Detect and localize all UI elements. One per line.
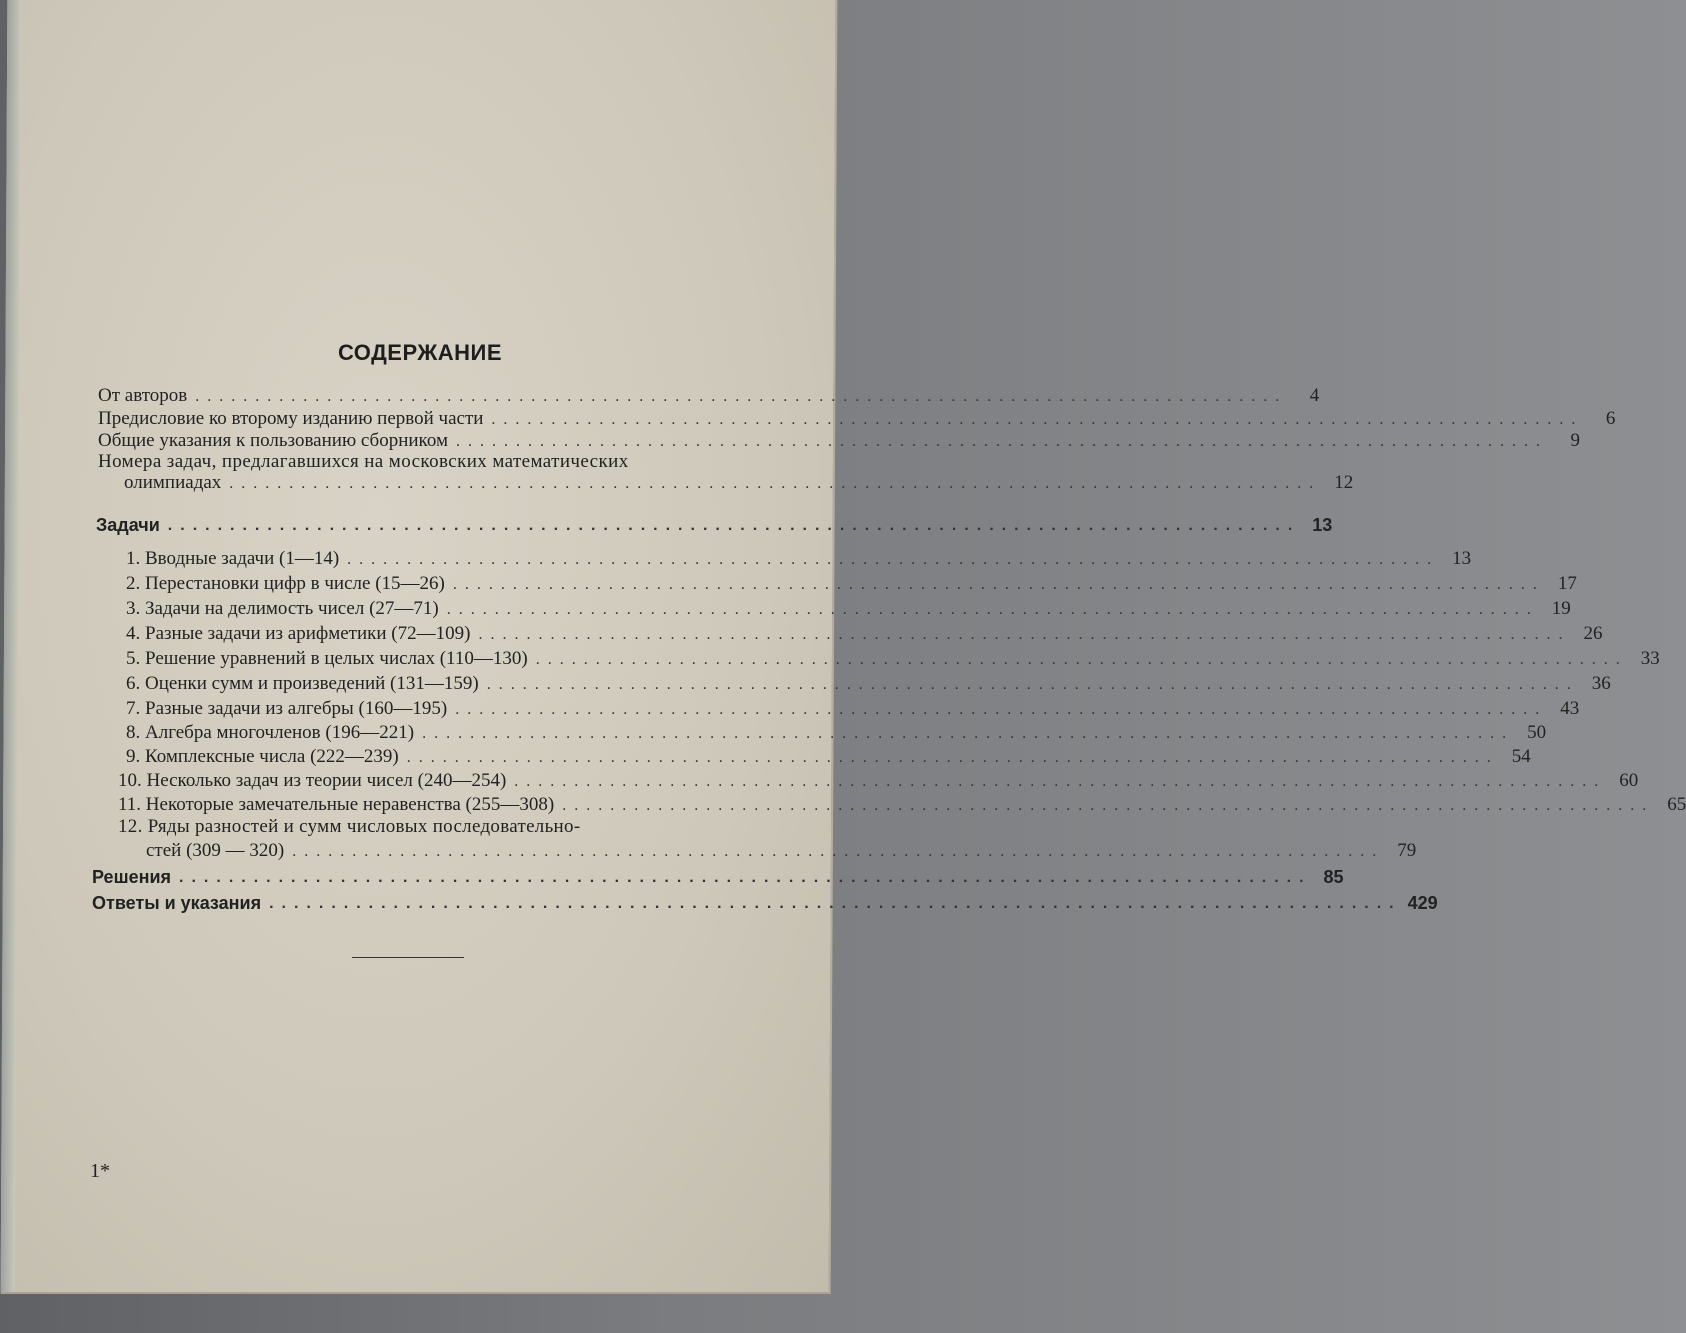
toc-chapter-page: 19 <box>1551 598 1571 619</box>
toc-section-problems[interactable] <box>96 514 1333 536</box>
signature-mark: 1* <box>90 1160 110 1182</box>
toc-section-label: Ответы и указания <box>92 893 262 913</box>
toc-chapter[interactable] <box>126 648 1660 670</box>
toc-entry[interactable] <box>98 408 1616 430</box>
toc-section-solutions[interactable] <box>92 866 1344 888</box>
toc-chapter-label: 2. Перестановки цифр в числе (15—26) <box>126 573 445 594</box>
toc-entry-label-line1: Номера задач, предлагавшихся на московских математических <box>98 451 629 472</box>
toc-chapter[interactable] <box>126 598 1571 620</box>
toc-chapter[interactable] <box>126 746 1531 768</box>
toc-entry-label: Предисловие ко второму изданию первой части <box>98 408 484 429</box>
toc-section-label: Решения <box>92 867 172 887</box>
toc-chapter-label: 11. Некоторые замечательные неравенства (255—308) <box>118 794 555 815</box>
toc-chapter[interactable] <box>126 722 1547 744</box>
leader-dots: ........................................................................................... <box>167 517 1301 534</box>
toc-entry-page: 6 <box>1605 408 1616 429</box>
toc-entry-page: 12 <box>1334 472 1354 493</box>
leader-dots: ........................................................................................... <box>486 676 1579 693</box>
leader-dots: ........................................................................................... <box>292 843 1385 860</box>
leader-dots: ........................................................................................... <box>452 576 1545 593</box>
toc-chapter-page: 54 <box>1511 746 1531 767</box>
leader-dots: ........................................................................................... <box>455 433 1548 450</box>
toc-chapter-page: 79 <box>1397 840 1417 861</box>
toc-entry-page: 9 <box>1570 430 1580 451</box>
toc-section-page: 85 <box>1323 867 1344 887</box>
leader-dots: ........................................................................................... <box>478 626 1571 643</box>
toc-entry-label: От авторов <box>98 385 188 406</box>
page-title: СОДЕРЖАНИЕ <box>337 340 503 365</box>
toc-chapter-page: 26 <box>1583 623 1603 644</box>
toc-section-label: Задачи <box>96 515 160 535</box>
leader-dots: ........................................................................................... <box>179 869 1312 886</box>
toc-section-answers[interactable] <box>92 892 1438 914</box>
toc-chapter-label: 5. Решение уравнений в целых числах (110—130) <box>126 648 528 669</box>
toc-entry[interactable] <box>124 472 1354 494</box>
toc-entry[interactable] <box>98 430 1580 452</box>
toc-chapter-page: 60 <box>1619 770 1639 791</box>
leader-dots: ........................................................................................... <box>269 895 1402 912</box>
leader-dots: ........................................................................................... <box>195 388 1288 405</box>
toc-chapter[interactable] <box>118 794 1686 816</box>
toc-chapter[interactable] <box>146 840 1417 862</box>
toc-chapter[interactable] <box>126 698 1580 720</box>
toc-chapter-label: 3. Задачи на делимость чисел (27—71) <box>126 598 439 619</box>
leader-dots: ........................................................................................... <box>347 551 1440 568</box>
leader-dots: ........................................................................................... <box>562 797 1655 814</box>
toc-chapter-label: 1. Вводные задачи (1—14) <box>126 548 340 569</box>
toc-chapter-label: 6. Оценки сумм и произведений (131—159) <box>126 673 479 694</box>
toc-chapter-label: 8. Алгебра многочленов (196—221) <box>126 722 415 743</box>
toc-chapter-page: 13 <box>1452 548 1472 569</box>
toc-chapter-page: 50 <box>1527 722 1547 743</box>
toc-section-page: 429 <box>1407 893 1438 913</box>
toc-chapter-label-line1: 12. Ряды разностей и сумм числовых последовательно- <box>118 816 581 837</box>
toc-chapter-page: 17 <box>1557 573 1577 594</box>
toc-chapter-page: 65 <box>1667 794 1686 815</box>
toc-chapter-label: 9. Комплексные числа (222—239) <box>126 746 399 767</box>
toc-chapter-page: 33 <box>1640 648 1660 669</box>
toc-entry-label: Общие указания к пользованию сборником <box>98 430 448 451</box>
toc-chapter-label: стей (309 — 320) <box>146 840 285 861</box>
toc-chapter[interactable] <box>126 673 1611 695</box>
leader-dots: ........................................................................................... <box>514 773 1607 790</box>
toc-entry-label: олимпиадах <box>124 472 222 493</box>
toc-section-page: 13 <box>1312 515 1333 535</box>
leader-dots: ........................................................................................... <box>455 701 1548 718</box>
end-rule-divider <box>352 957 464 958</box>
leader-dots: ........................................................................................... <box>491 411 1584 428</box>
toc-chapter-label: 10. Несколько задач из теории чисел (240—254) <box>118 770 507 791</box>
toc-chapter-label: 7. Разные задачи из алгебры (160—195) <box>126 698 448 719</box>
leader-dots: ........................................................................................... <box>422 725 1515 742</box>
toc-entry[interactable] <box>98 385 1320 407</box>
toc-chapter[interactable] <box>118 770 1639 792</box>
leader-dots: ........................................................................................... <box>446 601 1539 618</box>
toc-chapter[interactable] <box>126 573 1577 595</box>
leader-dots: ........................................................................................... <box>406 749 1499 766</box>
toc-chapter[interactable] <box>126 548 1472 570</box>
toc-chapter[interactable] <box>126 623 1603 645</box>
toc-chapter-page: 43 <box>1560 698 1580 719</box>
leader-dots: ........................................................................................... <box>535 651 1628 668</box>
toc-entry-page: 4 <box>1309 385 1320 406</box>
toc-chapter-label: 4. Разные задачи из арифметики (72—109) <box>126 623 471 644</box>
toc-chapter-page: 36 <box>1591 673 1611 694</box>
leader-dots: ........................................................................................... <box>229 475 1322 492</box>
